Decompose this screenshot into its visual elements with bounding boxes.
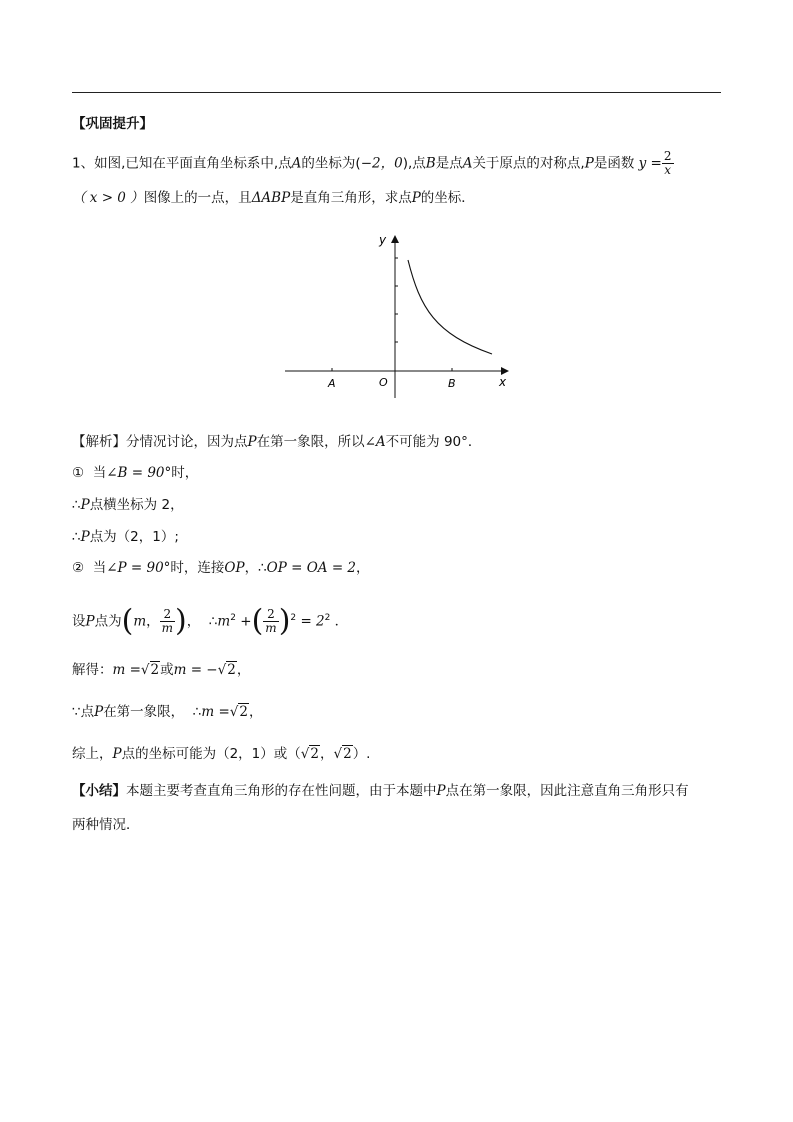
solve-result: 解得：m =√2或m = −√2， <box>72 662 251 678</box>
header-rule <box>72 92 721 93</box>
summary-line-1: 【小结】本题主要考查直角三角形的存在性问题，由于本题中P点在第一象限，因此注意直角三角形只有 <box>72 783 689 799</box>
point-a-label: A <box>328 377 336 390</box>
case-1: ① 当∠B = 90°时， <box>72 465 199 481</box>
step-2: ∴P点为（2，1）; <box>72 529 179 545</box>
section-title: 【巩固提升】 <box>72 116 153 132</box>
problem-line-2: （ x > 0 ）图像上的一点，且ΔABP是直角三角形，求点P的坐标． <box>72 190 475 206</box>
conclusion: 综上，P点的坐标可能为（2，1）或（√2，√2）. <box>72 746 371 762</box>
hyperbola-curve <box>408 260 492 354</box>
case-2: ② 当∠P = 90°时，连接OP，∴OP = OA = 2， <box>72 560 370 576</box>
setup-equation: 设P点为(m， $\frac{2}{m}$ )， $\therefore m^2$ +( $\frac{2}{m}$ )$^2 = 2^2$ ． <box>72 603 349 639</box>
origin-label: O <box>379 376 388 389</box>
solution-intro: 【解析】分情况讨论，因为点P在第一象限，所以∠A不可能为 90°． <box>72 434 482 450</box>
function-y: y = <box>638 155 662 172</box>
quadrant-check: ∵点P在第一象限， ∴m =√2， <box>72 704 263 720</box>
point-b-label: B <box>448 377 456 390</box>
problem-line-1: 1、如图,已知在平面直角坐标系中,点A的坐标为(−2，0),点B是点A关于原点的对称点,P是函数 y = $\frac{2}{x}$ <box>72 149 672 177</box>
function-graph <box>280 228 520 400</box>
x-axis-label: x <box>499 375 507 389</box>
function-fraction: $\frac{2}{x}$ <box>663 149 672 177</box>
summary-line-2: 两种情况． <box>72 817 140 833</box>
step-1: ∴P点横坐标为 2， <box>72 497 184 513</box>
y-axis-label: y <box>379 233 387 247</box>
